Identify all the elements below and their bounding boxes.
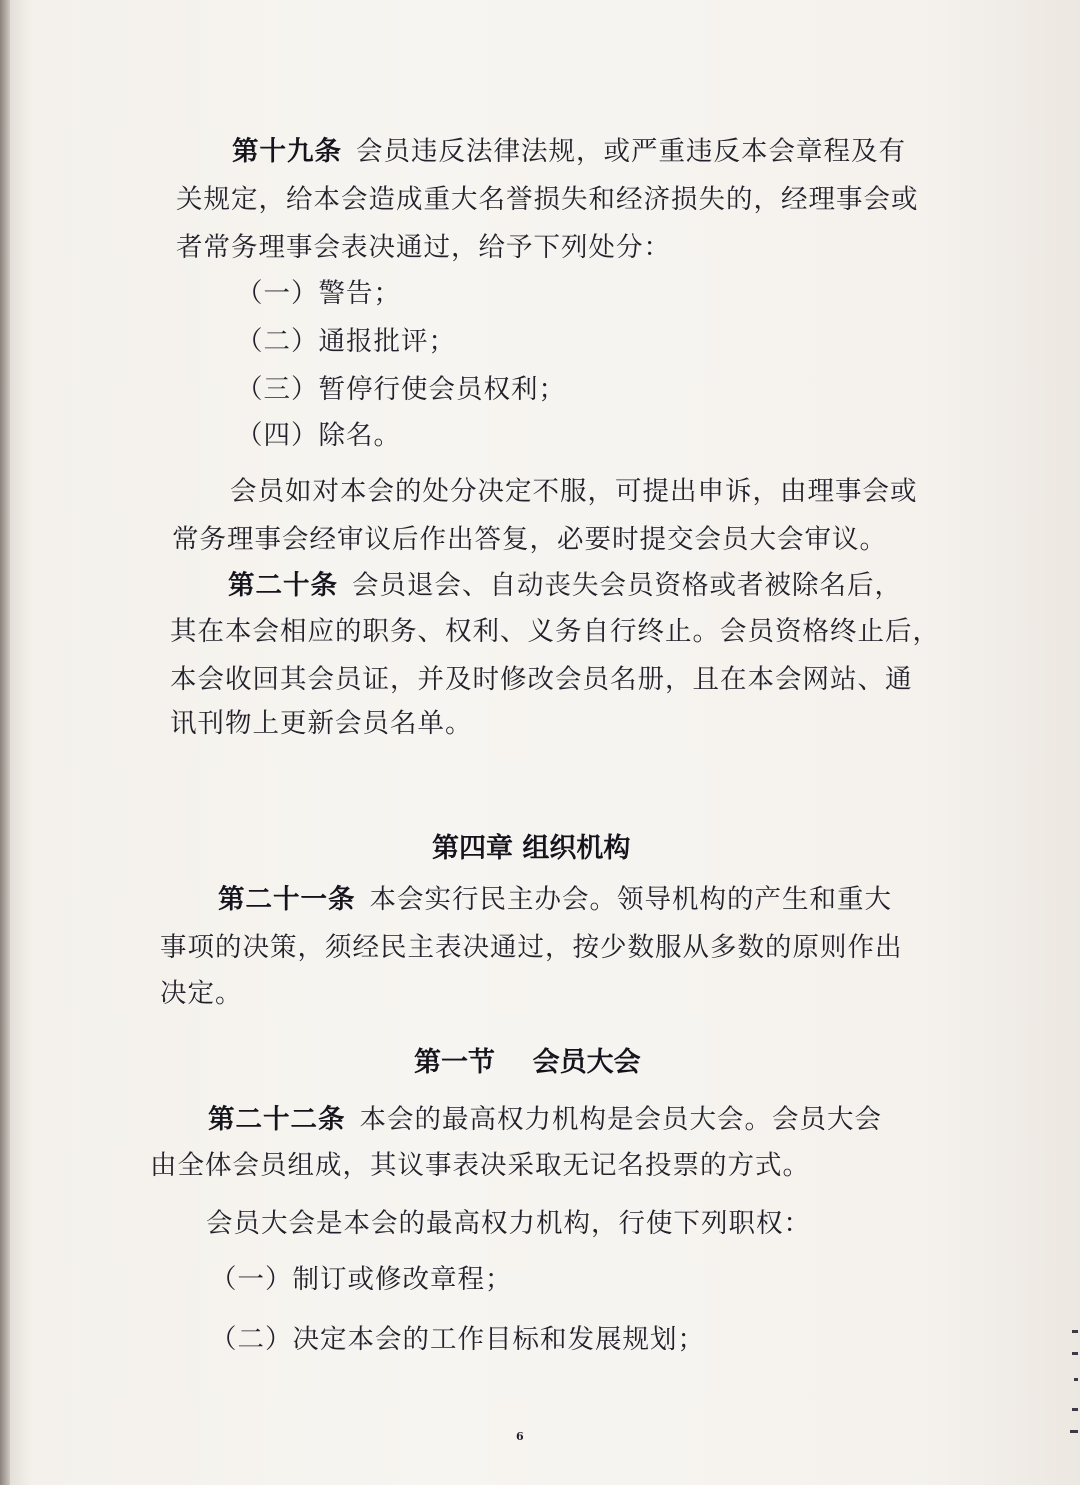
article22-item-1: （一）制订或修改章程；: [210, 1264, 513, 1295]
article22-line1: [208, 1096, 882, 1143]
article19-appeal-line1: 会员如对本会的处分决定不服，可提出申诉，由理事会或: [230, 476, 918, 507]
scan-edge-marks: [1068, 1330, 1078, 1440]
article19-item-2: （二）通报批评；: [236, 326, 456, 357]
article19-line1: [232, 128, 906, 175]
article19-number: 第十九条: [232, 136, 342, 167]
article19-text1: 会员违反法律法规，或严重违反本会章程及有: [356, 136, 906, 167]
article19-item-3: （三）暂停行使会员权利；: [236, 374, 566, 405]
article21-number: 第二十一条: [218, 884, 356, 915]
page-binding-edge: [0, 0, 10, 1485]
chapter-heading: 第四章 组织机构: [432, 833, 631, 864]
article19-item-1: （一）警告；: [236, 278, 401, 309]
article21-line3: 决定。: [160, 978, 243, 1009]
page-number: 6: [516, 1430, 524, 1443]
article20-line1: [228, 562, 902, 609]
article21-line1: [218, 876, 892, 923]
article22-number: 第二十二条: [208, 1104, 346, 1135]
article22-text1: 本会的最高权力机构是会员大会。会员大会: [359, 1104, 882, 1135]
article20-line4: 讯刊物上更新会员名单。: [170, 708, 473, 739]
article19-line2: 关规定，给本会造成重大名誉损失和经济损失的，经理事会或: [176, 184, 919, 215]
section-heading: 第一节 会员大会: [414, 1047, 641, 1078]
article21-text1: 本会实行民主办会。领导机构的产生和重大: [369, 884, 892, 915]
article19-line3: 者常务理事会表决通过，给予下列处分：: [176, 232, 671, 263]
article22-item-2: （二）决定本会的工作目标和发展规划；: [210, 1324, 705, 1355]
article21-line2: 事项的决策，须经民主表决通过，按少数服从多数的原则作出: [160, 932, 903, 963]
article20-line3: 本会收回其会员证，并及时修改会员名册，且在本会网站、通: [170, 664, 913, 695]
article20-number: 第二十条: [228, 570, 338, 601]
article19-appeal-line2: 常务理事会经审议后作出答复，必要时提交会员大会审议。: [172, 524, 887, 555]
article20-text1: 会员退会、自动丧失会员资格或者被除名后，: [352, 570, 902, 601]
article22-line2: 由全体会员组成，其议事表决采取无记名投票的方式。: [150, 1150, 810, 1181]
article19-item-4: （四）除名。: [236, 420, 401, 451]
article22-powers-intro: 会员大会是本会的最高权力机构，行使下列职权：: [206, 1208, 811, 1239]
article20-line2: 其在本会相应的职务、权利、义务自行终止。会员资格终止后，: [170, 616, 940, 647]
